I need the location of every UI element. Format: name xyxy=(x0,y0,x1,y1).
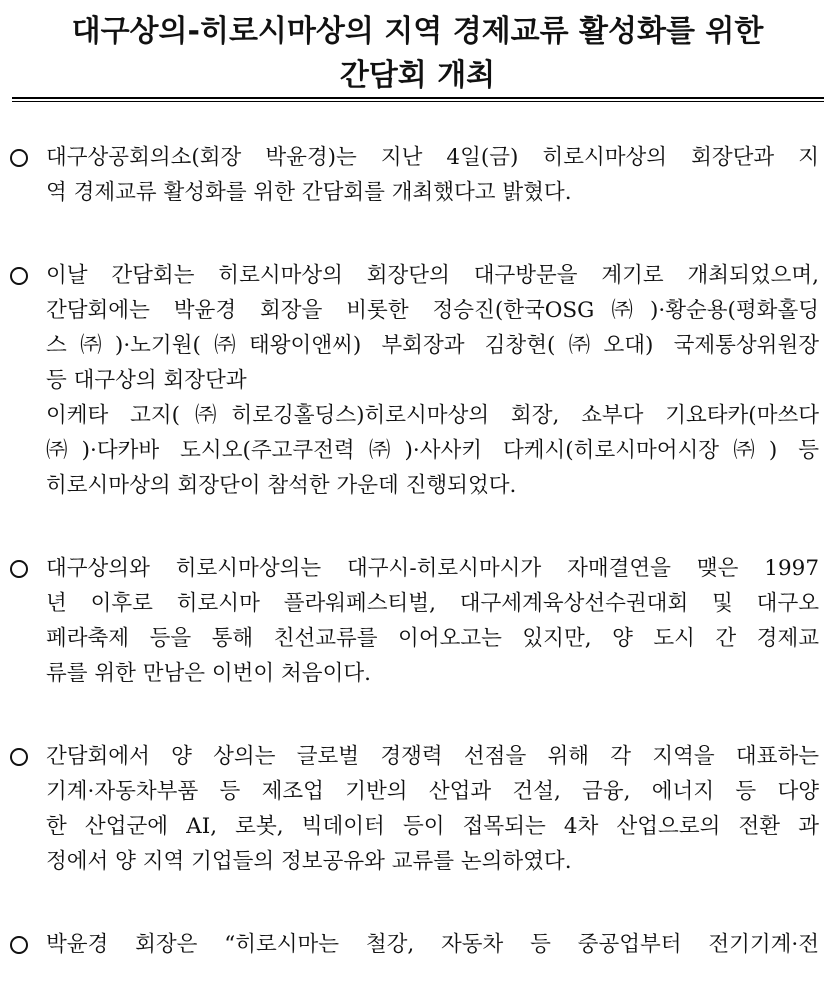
bullet-circle-icon xyxy=(10,560,28,578)
paragraph-line: 역 경제교류 활성화를 위한 간담회를 개최했다고 밝혔다. xyxy=(46,180,572,205)
bullet-circle-icon xyxy=(10,936,28,954)
paragraph-line: 등 대구상의 회장단과 xyxy=(46,368,247,393)
paragraph-line: 한 산업군에 AI, 로봇, 빅데이터 등이 접목되는 4차 산업으로의 전환 과 xyxy=(46,814,819,839)
bullet-circle-icon xyxy=(10,267,28,285)
paragraph xyxy=(10,927,819,962)
paragraph-line: 간담회에는 박윤경 회장을 비롯한 정승진(한국OSG㈜)·황순용(평화홀딩 xyxy=(46,298,819,323)
paragraph xyxy=(10,258,819,503)
paragraph-line: 박윤경 회장은 “히로시마는 철강, 자동차 등 중공업부터 전기기계·전 xyxy=(46,932,819,957)
paragraph-line: 히로시마상의 회장단이 참석한 가운데 진행되었다. xyxy=(46,473,517,498)
paragraph-line: 페라축제 등을 통해 친선교류를 이어오고는 있지만, 양 도시 간 경제교 xyxy=(46,626,819,651)
paragraph-gap xyxy=(0,210,835,258)
paragraph-line: ㈜)·다카바 도시오(주고쿠전력㈜)·사사키 다케시(히로시마어시장㈜) 등 xyxy=(46,438,819,463)
paragraph-line: 대구상의와 히로시마상의는 대구시-히로시마시가 자매결연을 맺은 1997 xyxy=(46,556,819,581)
paragraph-line: 대구상공회의소(회장 박윤경)는 지난 4일(금) 히로시마상의 회장단과 지 xyxy=(46,145,819,170)
paragraph-line: 스㈜)·노기원(㈜태왕이앤씨) 부회장과 김창현(㈜오대) 국제통상위원장 xyxy=(46,333,819,358)
bullet-circle-icon xyxy=(10,149,28,167)
paragraph-line: 이케타 고지(㈜히로깅홀딩스)히로시마상의 회장, 쇼부다 기요타카(마쓰다 xyxy=(46,403,819,428)
title-underline-thin xyxy=(12,101,824,102)
paragraph xyxy=(10,140,819,210)
paragraph xyxy=(10,551,819,691)
paragraph-line: 이날 간담회는 히로시마상의 회장단의 대구방문을 계기로 개최되었으며, xyxy=(46,263,819,288)
document-body xyxy=(0,140,835,962)
paragraph-line: 정에서 양 지역 기업들의 정보공유와 교류를 논의하였다. xyxy=(46,849,572,874)
paragraph-line: 년 이후로 히로시마 플라워페스티벌, 대구세계육상선수권대회 및 대구오 xyxy=(46,591,819,616)
title-line-1: 대구상의-히로시마상의 지역 경제교류 활성화를 위한 xyxy=(71,14,764,49)
paragraph-gap xyxy=(0,879,835,927)
paragraph-line: 기계·자동차부품 등 제조업 기반의 산업과 건설, 금융, 에너지 등 다양 xyxy=(46,779,819,804)
paragraph-line: 간담회에서 양 상의는 글로벌 경쟁력 선점을 위해 각 지역을 대표하는 xyxy=(46,744,819,769)
title-line-2: 간담회 개최 xyxy=(339,58,496,93)
paragraph-gap xyxy=(0,691,835,739)
paragraph xyxy=(10,739,819,879)
paragraph-line: 류를 위한 만남은 이번이 처음이다. xyxy=(46,661,371,686)
bullet-circle-icon xyxy=(10,748,28,766)
document-title xyxy=(0,10,835,98)
paragraph-gap xyxy=(0,503,835,551)
title-underline xyxy=(12,97,824,99)
